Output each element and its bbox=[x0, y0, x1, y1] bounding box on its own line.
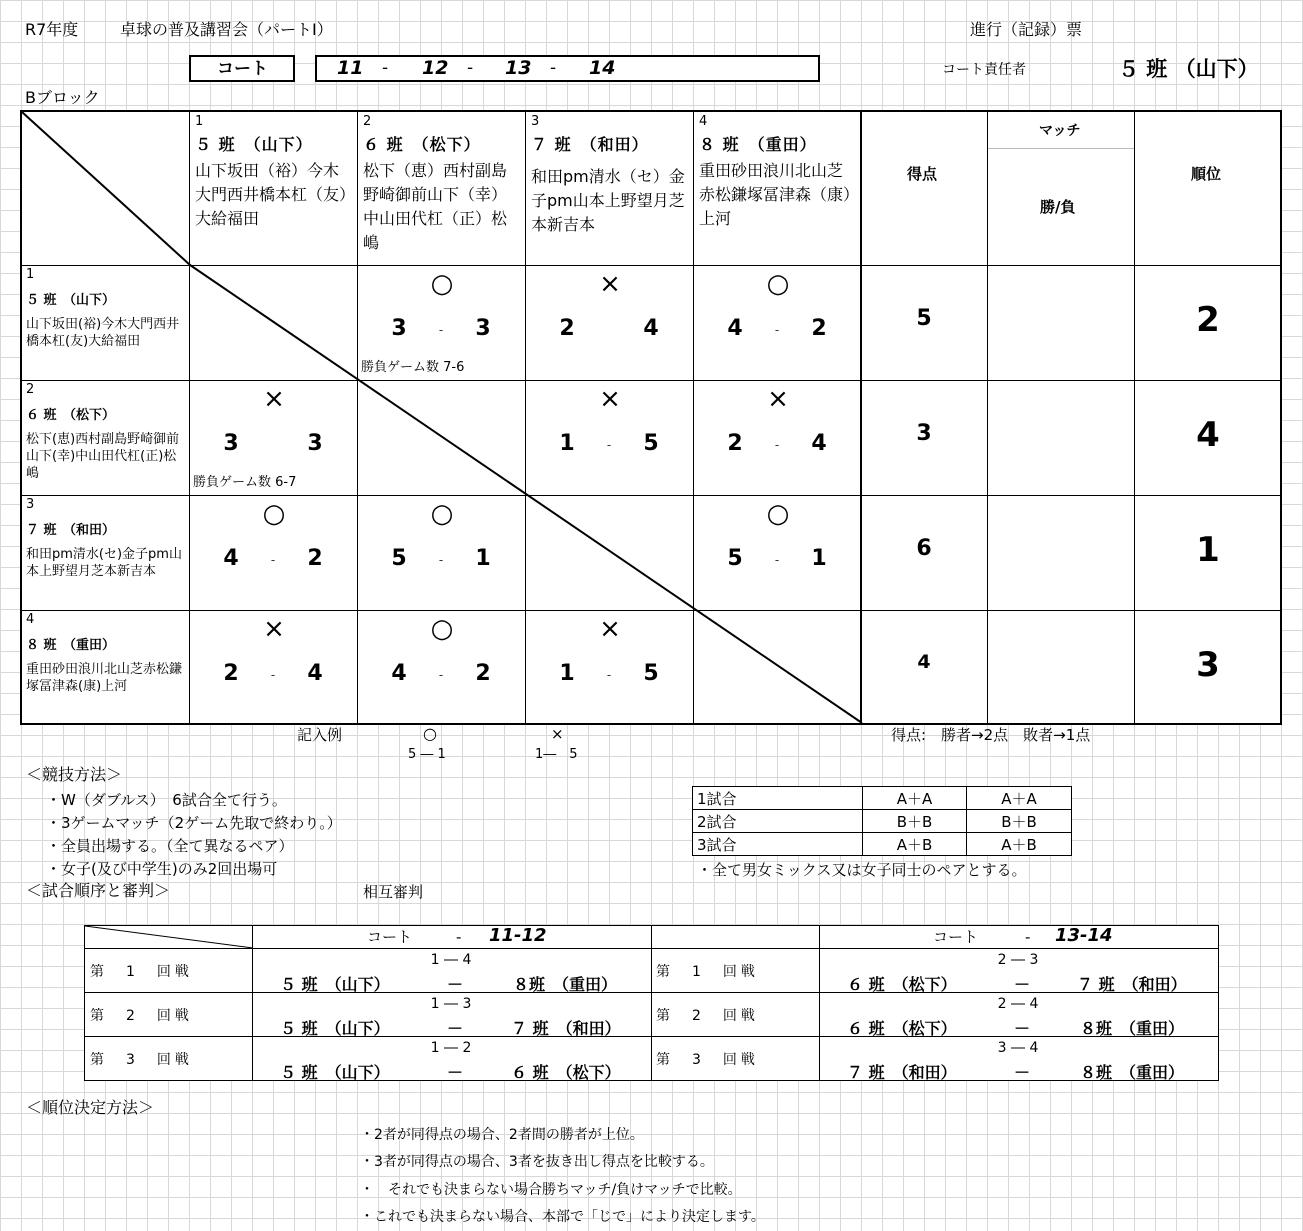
ranking-item: ・2者が同得点の場合、2者間の勝者が上位。 bbox=[360, 1127, 644, 1143]
row-number: 1 bbox=[26, 267, 35, 282]
left-team-a: ５ 班 （山下） bbox=[280, 975, 390, 994]
right-match-dash: － bbox=[1014, 1063, 1031, 1082]
score-dash: - bbox=[438, 323, 444, 337]
left-team-a: ５ 班 （山下） bbox=[280, 1063, 390, 1082]
column-team-name: ８ 班 （重田） bbox=[699, 135, 817, 154]
court-label: コート bbox=[217, 59, 268, 79]
example-loss-mark-icon: × bbox=[551, 725, 564, 743]
court-sep: - bbox=[550, 58, 557, 78]
score-left: 4 bbox=[391, 661, 407, 686]
score-dash: - bbox=[270, 553, 276, 567]
right-team-a: ６ 班 （松下） bbox=[847, 975, 957, 994]
column-team-members: 重田砂田浪川北山芝赤松鎌塚冨津森（康）上河 bbox=[699, 161, 852, 228]
pair-table bbox=[692, 786, 1072, 856]
column-number: 1 bbox=[195, 114, 204, 129]
row-number: 3 bbox=[26, 497, 35, 512]
score-right: 2 bbox=[475, 661, 491, 686]
right-pair-numbers: 2 ― 3 bbox=[997, 952, 1039, 968]
right-court-number: 13-14 bbox=[1055, 925, 1113, 946]
round-label: 第 3 回戦 bbox=[656, 1052, 759, 1068]
left-pair-numbers: 1 ― 2 bbox=[430, 1040, 472, 1056]
score-right: 1 bbox=[475, 546, 491, 571]
pair-game: 3試合 bbox=[693, 833, 863, 856]
right-court-label: コート bbox=[933, 928, 979, 946]
court-manager-label: コート責任者 bbox=[942, 62, 1026, 78]
score-left: 3 bbox=[223, 431, 239, 456]
ranking-item: ・これでも決まらない場合、本部で「じで」により決定します。 bbox=[360, 1209, 765, 1225]
rank-header: 順位 bbox=[1191, 165, 1222, 183]
team-points: 6 bbox=[916, 536, 932, 561]
score-dash: - bbox=[774, 323, 780, 337]
left-court-label: コート bbox=[367, 928, 413, 946]
score-left: 2 bbox=[223, 661, 239, 686]
match-header: マッチ bbox=[1039, 123, 1081, 139]
row-team-name: ７ 班 （和田） bbox=[26, 523, 116, 538]
column-number: 4 bbox=[699, 114, 708, 129]
right-team-a: ６ 班 （松下） bbox=[847, 1019, 957, 1038]
row-header-team-1 bbox=[22, 266, 189, 380]
court-sep: - bbox=[382, 58, 389, 78]
games-tiebreak-note: 勝負ゲーム数 6-7 bbox=[193, 475, 297, 490]
score-right: 1 bbox=[811, 546, 827, 571]
right-pair-numbers: 2 ― 4 bbox=[997, 996, 1039, 1012]
loss-mark-icon: × bbox=[767, 384, 789, 414]
row-team-members: 和田pm清水(セ)金子pm山本上野望月芝本新吉本 bbox=[26, 547, 182, 579]
round-label: 第 2 回戦 bbox=[90, 1008, 193, 1024]
court-number: 14 bbox=[589, 57, 616, 79]
left-pair-numbers: 1 ― 3 bbox=[430, 996, 472, 1012]
left-match-dash: － bbox=[447, 1063, 464, 1082]
score-left: 4 bbox=[727, 316, 743, 341]
round-label: 第 3 回戦 bbox=[90, 1052, 193, 1068]
pair-game: 1試合 bbox=[693, 787, 863, 810]
left-court-dash: - bbox=[456, 928, 462, 946]
pair-a: A＋B bbox=[863, 833, 967, 856]
row-header-team-2 bbox=[22, 381, 189, 495]
score-dash: - bbox=[774, 553, 780, 567]
example-win-score: 5 ― 1 bbox=[408, 747, 446, 762]
score-dash: - bbox=[774, 438, 780, 452]
left-pair-numbers: 1 ― 4 bbox=[430, 952, 472, 968]
score-right: 3 bbox=[307, 431, 323, 456]
win-mark-icon: ○ bbox=[262, 499, 286, 529]
column-header-team-3 bbox=[526, 112, 693, 265]
court-number: 12 bbox=[422, 57, 449, 79]
score-left: 5 bbox=[391, 546, 407, 571]
column-header-team-1 bbox=[190, 112, 357, 265]
pair-b: A＋A bbox=[967, 787, 1072, 810]
score-right: 2 bbox=[811, 316, 827, 341]
left-match-dash: － bbox=[447, 975, 464, 994]
left-team-b: ６ 班 （松下） bbox=[511, 1063, 621, 1082]
right-match-dash: － bbox=[1014, 1019, 1031, 1038]
match-order-table bbox=[84, 925, 1219, 1081]
team-rank: 4 bbox=[1196, 415, 1220, 455]
score-right: 3 bbox=[475, 316, 491, 341]
order-title: ＜試合順序と審判＞ bbox=[26, 881, 171, 900]
method-item: ・3ゲームマッチ（2ゲーム先取で終わり。） bbox=[46, 814, 342, 832]
round-label: 第 1 回戦 bbox=[90, 964, 193, 980]
sheet-title: 進行（記録）票 bbox=[970, 20, 1083, 39]
order-diagonal bbox=[85, 926, 253, 948]
pair-a: B＋B bbox=[863, 810, 967, 833]
round-label: 第 1 回戦 bbox=[656, 964, 759, 980]
right-team-a: ７ 班 （和田） bbox=[847, 1063, 957, 1082]
win-mark-icon: ○ bbox=[766, 269, 790, 299]
row-team-name: ５ 班 （山下） bbox=[26, 293, 116, 308]
score-dash: - bbox=[438, 553, 444, 567]
row-header-team-3 bbox=[22, 496, 189, 610]
win-mark-icon: ○ bbox=[430, 269, 454, 299]
method-title: ＜競技方法＞ bbox=[26, 765, 123, 784]
score-right: 4 bbox=[643, 316, 659, 341]
round-label: 第 2 回戦 bbox=[656, 1008, 759, 1024]
score-dash: - bbox=[606, 668, 612, 682]
games-tiebreak-note: 勝負ゲーム数 7-6 bbox=[361, 360, 465, 375]
column-team-name: ６ 班 （松下） bbox=[363, 135, 481, 154]
team-rank: 3 bbox=[1196, 645, 1220, 685]
score-left: 2 bbox=[559, 316, 575, 341]
right-team-b: ７ 班 （和田） bbox=[1077, 975, 1187, 994]
ranking-item: ・3者が同得点の場合、3者を抜き出し得点を比較する。 bbox=[360, 1154, 714, 1170]
loss-mark-icon: × bbox=[599, 614, 621, 644]
win-mark-icon: ○ bbox=[430, 499, 454, 529]
row-header-team-4 bbox=[22, 611, 189, 723]
win-mark-icon: ○ bbox=[430, 614, 454, 644]
left-match-dash: － bbox=[447, 1019, 464, 1038]
loss-mark-icon: × bbox=[599, 269, 621, 299]
column-team-name: ５ 班 （山下） bbox=[195, 135, 313, 154]
points-header: 得点 bbox=[907, 165, 938, 183]
score-right: 4 bbox=[307, 661, 323, 686]
row-number: 4 bbox=[26, 612, 35, 627]
score-right: 4 bbox=[811, 431, 827, 456]
year-title: R7年度 bbox=[25, 20, 79, 39]
court-sep: - bbox=[467, 58, 474, 78]
score-right: 2 bbox=[307, 546, 323, 571]
row-team-name: ８ 班 （重田） bbox=[26, 638, 116, 653]
loss-mark-icon: × bbox=[599, 384, 621, 414]
method-item: ・全員出場する。（全て異なるペア） bbox=[46, 837, 294, 855]
column-header-team-2 bbox=[358, 112, 525, 265]
results-table bbox=[20, 110, 1282, 725]
right-match-dash: － bbox=[1014, 975, 1031, 994]
right-pair-numbers: 3 ― 4 bbox=[997, 1040, 1039, 1056]
left-court-number: 11-12 bbox=[489, 925, 547, 946]
event-title: 卓球の普及講習会（パートⅠ） bbox=[120, 20, 333, 39]
right-court-dash: - bbox=[1025, 928, 1031, 946]
table-row bbox=[693, 810, 1072, 833]
win-mark-icon: ○ bbox=[766, 499, 790, 529]
table-row bbox=[693, 787, 1072, 810]
score-left: 4 bbox=[223, 546, 239, 571]
team-rank: 1 bbox=[1196, 530, 1220, 570]
team-points: 3 bbox=[916, 421, 932, 446]
table-row bbox=[693, 833, 1072, 856]
court-number: 13 bbox=[505, 57, 532, 79]
left-team-b: ７ 班 （和田） bbox=[511, 1019, 621, 1038]
ranking-title: ＜順位決定方法＞ bbox=[26, 1098, 155, 1117]
left-team-b: ８班 （重田） bbox=[513, 975, 618, 994]
ranking-item: ・ それでも決まらない場合勝ちマッチ/負けマッチで比較。 bbox=[360, 1182, 742, 1198]
pair-a: A＋A bbox=[863, 787, 967, 810]
block-label: Bブロック bbox=[25, 88, 100, 107]
points-rule: 得点: 勝者→2点 敗者→1点 bbox=[891, 726, 1091, 744]
score-dash: - bbox=[438, 668, 444, 682]
pair-game: 2試合 bbox=[693, 810, 863, 833]
score-dash: - bbox=[606, 438, 612, 452]
score-right: 5 bbox=[643, 431, 659, 456]
example-loss-score: 1― 5 bbox=[535, 747, 578, 762]
team-points: 5 bbox=[916, 306, 932, 331]
court-manager-value: ５ 班 （山下） bbox=[1118, 57, 1259, 81]
loss-mark-icon: × bbox=[263, 384, 285, 414]
row-number: 2 bbox=[26, 382, 35, 397]
column-header-team-4 bbox=[694, 112, 860, 265]
score-dash: - bbox=[270, 668, 276, 682]
column-team-members: 和田pm清水（セ）金子pm山本上野望月芝本新吉本 bbox=[531, 167, 685, 234]
team-rank: 2 bbox=[1196, 300, 1220, 340]
right-team-b: ８班 （重田） bbox=[1080, 1019, 1185, 1038]
column-team-members: 山下坂田（裕）今木大門西井橋本杠（友）大給福田 bbox=[195, 161, 348, 228]
method-item: ・W（ダブルス） 6試合全て行う。 bbox=[46, 791, 287, 809]
score-left: 3 bbox=[391, 316, 407, 341]
win-loss-header: 勝/負 bbox=[1040, 198, 1076, 216]
score-left: 1 bbox=[559, 661, 575, 686]
row-team-members: 松下(恵)西村副島野崎御前山下(幸)中山田代杠(正)松嶋 bbox=[26, 432, 180, 481]
loss-mark-icon: × bbox=[263, 614, 285, 644]
row-team-members: 重田砂田浪川北山芝赤松鎌塚冨津森(康)上河 bbox=[26, 662, 183, 694]
score-left: 1 bbox=[559, 431, 575, 456]
pairs-note: ・全て男女ミックス又は女子同士のペアとする。 bbox=[697, 861, 1027, 879]
court-label-box bbox=[189, 55, 295, 82]
column-team-members: 松下（恵）西村副島野崎御前山下（幸）中山田代杠（正）松嶋 bbox=[363, 161, 508, 252]
score-left: 5 bbox=[727, 546, 743, 571]
row-team-members: 山下坂田(裕)今木大門西井橋本杠(友)大給福田 bbox=[26, 317, 180, 349]
left-team-a: ５ 班 （山下） bbox=[280, 1019, 390, 1038]
team-points: 4 bbox=[917, 651, 931, 673]
referee-note: 相互審判 bbox=[363, 883, 424, 901]
column-number: 2 bbox=[363, 114, 372, 129]
pair-b: B＋B bbox=[967, 810, 1072, 833]
column-team-name: ７ 班 （和田） bbox=[531, 135, 649, 154]
score-left: 2 bbox=[727, 431, 743, 456]
example-label: 記入例 bbox=[297, 726, 343, 744]
court-number: 11 bbox=[337, 57, 364, 79]
right-team-b: ８班 （重田） bbox=[1080, 1063, 1185, 1082]
example-win-mark-icon: ○ bbox=[423, 724, 437, 743]
court-numbers-box bbox=[315, 55, 820, 82]
column-number: 3 bbox=[531, 114, 540, 129]
pair-b: A＋B bbox=[967, 833, 1072, 856]
method-item: ・女子(及び中学生)のみ2回出場可 bbox=[46, 860, 278, 878]
row-team-name: ６ 班 （松下） bbox=[26, 408, 116, 423]
score-right: 5 bbox=[643, 661, 659, 686]
